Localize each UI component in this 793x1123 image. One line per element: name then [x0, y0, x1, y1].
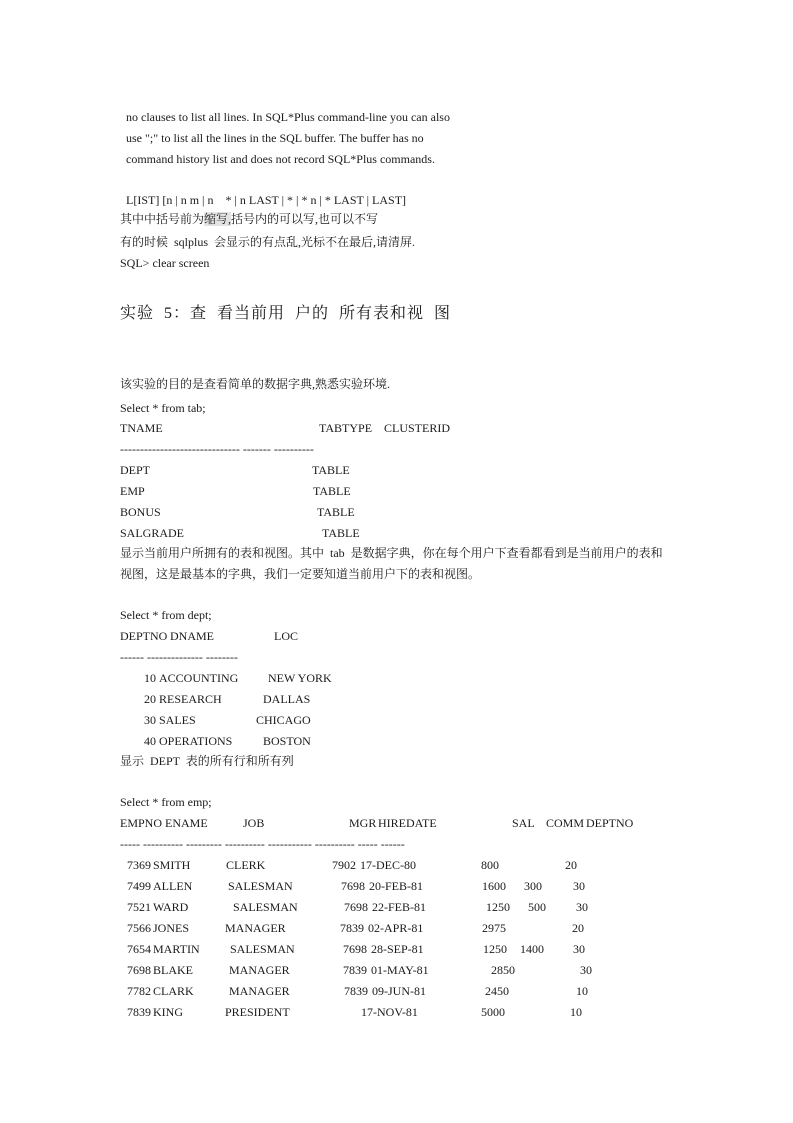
dept-row-no: 20: [144, 692, 156, 706]
col-header-loc: LOC: [274, 629, 298, 643]
dept-description: 显示 DEPT 表的所有行和所有列: [120, 754, 294, 768]
section-heading: 实验 5：查 看当前用 户的 所有表和视 图: [120, 305, 452, 322]
emp-empno: 7369: [127, 858, 151, 872]
table-row-name: EMP: [120, 484, 145, 498]
emp-hiredate: 02-APR-81: [368, 921, 424, 935]
table-row-name: DEPT: [120, 463, 150, 477]
query-dept: Select * from dept;: [120, 608, 212, 622]
query-tab: Select * from tab;: [120, 401, 206, 415]
emp-empno: 7499: [127, 879, 151, 893]
emp-empno: 7839: [127, 1005, 151, 1019]
emp-empno: 7654: [127, 942, 151, 956]
emp-deptno: 30: [576, 900, 588, 914]
note-clear-screen: 有的时候 sqlplus 会显示的有点乱,光标不在最后,请清屏.: [120, 235, 416, 249]
emp-deptno: 10: [570, 1005, 582, 1019]
emp-ename: SMITH: [153, 858, 191, 872]
emp-deptno: 30: [573, 879, 585, 893]
intro-line-2: use ";" to list all the lines in the SQL buffer. The buffer has no: [126, 131, 424, 145]
tab-separator: ------------------------------ ------- ----------: [120, 442, 314, 456]
dept-row-loc: NEW YORK: [268, 671, 332, 685]
emp-hiredate: 17-DEC-80: [360, 858, 416, 872]
emp-ename: BLAKE: [153, 963, 193, 977]
emp-ename: JONES: [153, 921, 190, 935]
emp-deptno: 10: [576, 984, 588, 998]
col-header-sal: SAL: [512, 816, 535, 830]
note-brackets-a: 其中中括号前为: [120, 212, 205, 226]
table-row-name: BONUS: [120, 505, 161, 519]
col-header-comm: COMM: [546, 816, 585, 830]
col-header-dname: DNAME: [170, 629, 214, 643]
intro-line-3: command history list and does not record SQL*Plus commands.: [126, 152, 435, 166]
highlighted-word: 缩写,: [204, 212, 232, 226]
col-header-job: JOB: [243, 816, 265, 830]
emp-mgr: 7698: [344, 900, 368, 914]
emp-hiredate: 20-FEB-81: [369, 879, 423, 893]
emp-job: PRESIDENT: [225, 1005, 290, 1019]
table-row-name: SALGRADE: [120, 526, 185, 540]
col-header-tabtype: TABTYPE: [319, 421, 373, 435]
emp-sal: 1600: [482, 879, 506, 893]
intro-line-1: no clauses to list all lines. In SQL*Plus command-line you can also: [126, 110, 450, 124]
emp-hiredate: 01-MAY-81: [371, 963, 429, 977]
col-header-mgr: MGR: [349, 816, 377, 830]
emp-job: SALESMAN: [233, 900, 298, 914]
col-header-deptno: DEPTNO: [120, 629, 168, 643]
experiment-purpose: 该实验的目的是查看简单的数据字典,熟悉实验环境.: [120, 377, 391, 391]
emp-job: SALESMAN: [228, 879, 293, 893]
emp-sal: 2850: [491, 963, 515, 977]
dept-row-loc: DALLAS: [263, 692, 311, 706]
emp-ename: CLARK: [153, 984, 194, 998]
emp-sal: 2975: [482, 921, 506, 935]
emp-mgr: 7902: [332, 858, 356, 872]
dept-row-dname: RESEARCH: [159, 692, 222, 706]
table-row-type: TABLE: [312, 463, 350, 477]
col-header-deptno: DEPTNO: [586, 816, 634, 830]
emp-mgr: 7698: [341, 879, 365, 893]
table-row-type: TABLE: [317, 505, 355, 519]
dept-row-dname: SALES: [159, 713, 196, 727]
dept-row-loc: CHICAGO: [256, 713, 311, 727]
emp-hiredate: 17-NOV-81: [361, 1005, 418, 1019]
emp-sal: 1250: [483, 942, 507, 956]
emp-sal: 5000: [481, 1005, 505, 1019]
emp-deptno: 20: [565, 858, 577, 872]
tab-description-2: 视图，这是最基本的字典，我们一定要知道当前用户下的表和视图。: [120, 567, 481, 581]
emp-sal: 2450: [485, 984, 509, 998]
dept-separator: ------ -------------- --------: [120, 650, 238, 664]
query-emp: Select * from emp;: [120, 795, 212, 809]
emp-ename: MARTIN: [153, 942, 200, 956]
emp-empno: 7698: [127, 963, 151, 977]
table-row-type: TABLE: [322, 526, 360, 540]
dept-row-no: 10: [144, 671, 156, 685]
emp-ename: WARD: [153, 900, 189, 914]
emp-ename: ALLEN: [153, 879, 193, 893]
emp-empno: 7566: [127, 921, 151, 935]
emp-deptno: 20: [572, 921, 584, 935]
tab-description-1: 显示当前用户所拥有的表和视图。其中 tab 是数据字典，你在每个用户下查看都看到是当前用户的表和: [120, 546, 663, 560]
col-header-tname: TNAME: [120, 421, 163, 435]
emp-hiredate: 22-FEB-81: [372, 900, 426, 914]
dept-row-loc: BOSTON: [263, 734, 311, 748]
emp-empno: 7521: [127, 900, 151, 914]
table-row-type: TABLE: [313, 484, 351, 498]
note-brackets-b: 括号内的可以写,也可以不写: [231, 212, 379, 226]
emp-hiredate: 28-SEP-81: [371, 942, 424, 956]
col-header-clusterid: CLUSTERID: [384, 421, 450, 435]
emp-mgr: 7839: [343, 963, 367, 977]
emp-job: MANAGER: [225, 921, 286, 935]
emp-sal: 1250: [486, 900, 510, 914]
emp-mgr: 7839: [340, 921, 364, 935]
emp-comm: 500: [528, 900, 546, 914]
emp-mgr: 7698: [343, 942, 367, 956]
col-header-hiredate: HIREDATE: [378, 816, 437, 830]
emp-job: CLERK: [226, 858, 266, 872]
dept-row-no: 30: [144, 713, 156, 727]
emp-sal: 800: [481, 858, 499, 872]
emp-comm: 1400: [520, 942, 544, 956]
emp-ename: KING: [153, 1005, 183, 1019]
clear-screen-command: SQL> clear screen: [120, 256, 210, 270]
col-header-ename: ENAME: [165, 816, 208, 830]
emp-job: MANAGER: [229, 984, 290, 998]
emp-separator: ----- ---------- --------- ---------- ----------- ---------- ----- ------: [120, 837, 405, 851]
emp-comm: 300: [524, 879, 542, 893]
col-header-empno: EMPNO: [120, 816, 163, 830]
note-brackets: [120, 211, 378, 227]
emp-job: MANAGER: [229, 963, 290, 977]
emp-hiredate: 09-JUN-81: [372, 984, 426, 998]
emp-deptno: 30: [580, 963, 592, 977]
dept-row-no: 40: [144, 734, 156, 748]
emp-deptno: 30: [573, 942, 585, 956]
dept-row-dname: OPERATIONS: [159, 734, 233, 748]
emp-mgr: 7839: [344, 984, 368, 998]
list-syntax: L[IST] [n | n m | n * | n LAST | * | * n | * LAST | LAST]: [126, 193, 407, 207]
emp-job: SALESMAN: [230, 942, 295, 956]
emp-empno: 7782: [127, 984, 151, 998]
dept-row-dname: ACCOUNTING: [159, 671, 239, 685]
